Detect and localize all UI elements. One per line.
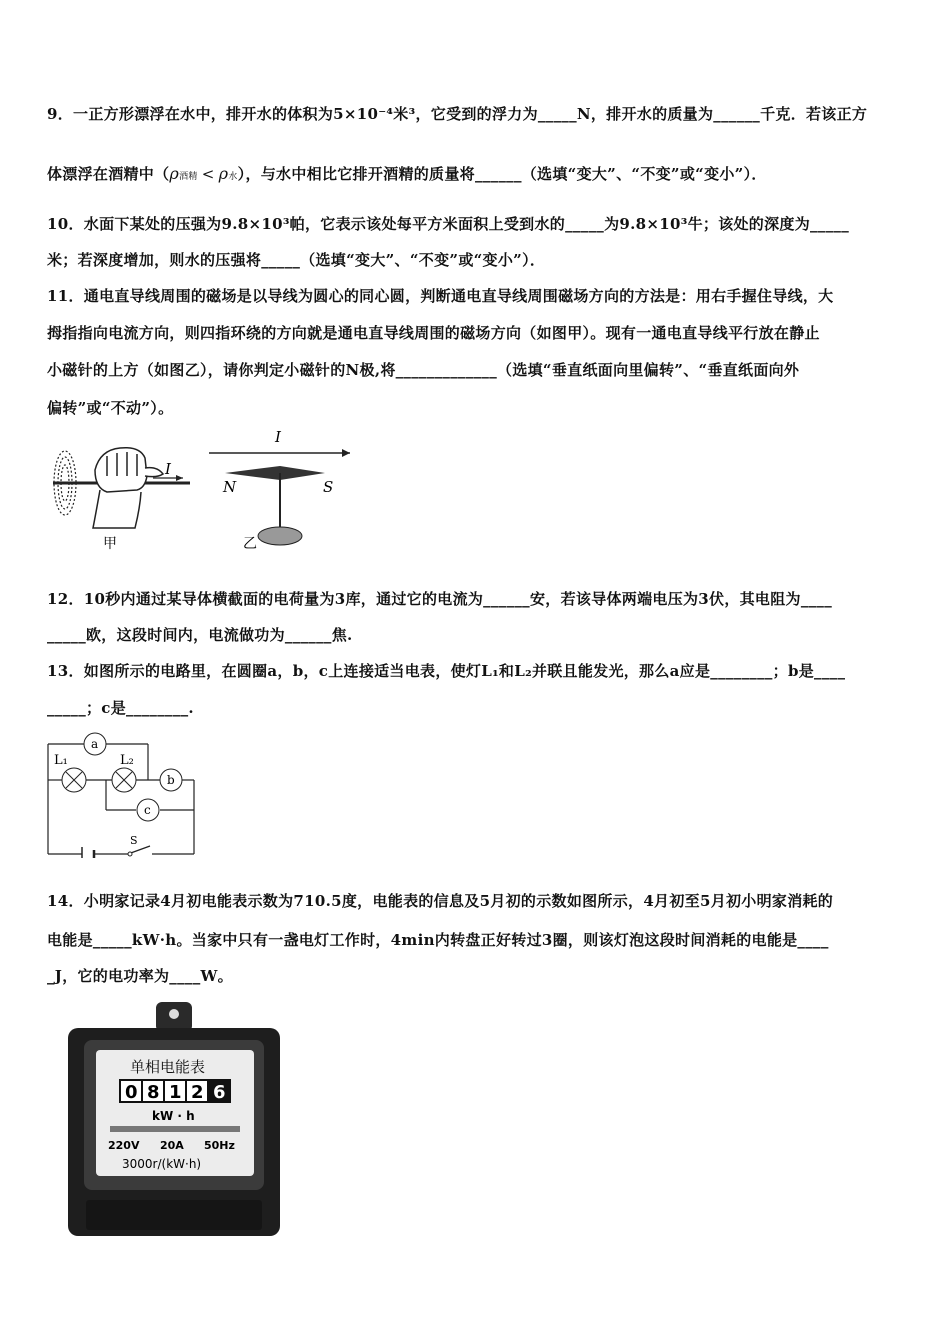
- rho-water: ρ: [218, 164, 229, 183]
- figure-jia: [45, 428, 195, 553]
- q9-line2-start: 体漂浮在酒精中（: [47, 165, 170, 183]
- rho-alcohol: ρ: [169, 164, 180, 183]
- q9-line1: 9．一正方形漂浮在水中，排开水的体积为5×10⁻⁴米³，它受到的浮力为_____N，排开水的质量为______千克．若该正方: [47, 105, 868, 123]
- arrow-head-yi: [342, 449, 350, 457]
- lamp-l2-label: L₂: [120, 753, 134, 768]
- meter-constant: 3000r/(kW·h): [122, 1157, 202, 1171]
- digit-5: 6: [213, 1082, 226, 1103]
- switch-label: S: [130, 834, 138, 847]
- meter-digits: [120, 1080, 230, 1103]
- digit-1: 0: [125, 1082, 138, 1103]
- meter-voltage: 220V: [108, 1139, 140, 1152]
- q11-line1: 11．通电直导线周围的磁场是以导线为圆心的同心圆，判断通电直导线周围磁场方向的方法是：用右手握住导线，大: [47, 287, 834, 305]
- q14-line3: _J，它的电功率为____W。: [47, 967, 233, 985]
- q11-line2: 拇指指向电流方向，则四指环绕的方向就是通电直导线周围的磁场方向（如图甲）。现有一通电直导线平行放在静止: [47, 324, 820, 342]
- q12-line2: _____欧，这段时间内，电流做功为______焦.: [47, 626, 353, 644]
- digit-3: 1: [169, 1082, 182, 1103]
- meter-title: 单相电能表: [130, 1058, 206, 1076]
- meter-terminal-cover: [86, 1200, 262, 1230]
- sub-alcohol: 酒精: [179, 172, 198, 182]
- meter-c-label: c: [144, 803, 151, 817]
- current-label-jia: I: [165, 460, 171, 478]
- lamp-l1-label: L₁: [54, 753, 68, 768]
- q12-line1: 12．10秒内通过某导体横截面的电荷量为3库，通过它的电流为______安，若该导体两端电压为3伏，其电阻为____: [47, 590, 833, 608]
- circuit-diagram: [42, 728, 202, 858]
- meter-frequency: 50Hz: [204, 1139, 235, 1152]
- meter-hanger-hole: [169, 1009, 179, 1019]
- q9-line2-end: ），与水中相比它排开酒精的质量将______（选填“变大”、“不变”或“变小”）．: [237, 165, 767, 183]
- meter-b-label: b: [167, 773, 175, 787]
- q14-line2: 电能是_____kW·h。当家中只有一盏电灯工作时，4min内转盘正好转过3圈，则该灯泡这段时间消耗的电能是____: [47, 931, 829, 949]
- south-label: S: [323, 478, 334, 496]
- figure-yi: [205, 428, 355, 553]
- less-than: <: [201, 165, 215, 183]
- digit-2: 8: [147, 1082, 160, 1103]
- sub-water: 水: [228, 172, 238, 182]
- caption-jia: 甲: [103, 536, 117, 552]
- switch-pivot: [128, 852, 132, 856]
- energy-meter: [64, 1000, 284, 1240]
- compass-base: [258, 527, 302, 545]
- right-hand-icon: [93, 448, 163, 528]
- arrow-head-jia: [176, 475, 183, 481]
- q13-line1: 13．如图所示的电路里，在圆圈a，b，c上连接适当电表，使灯L₁和L₂并联且能发光，那么a应是________；b是____: [47, 662, 846, 680]
- q11-line4: 偏转”或“不动”）。: [47, 399, 174, 417]
- q10-line2: 米；若深度增加，则水的压强将_____（选填“变大”、“不变”或“变小”）．: [47, 251, 546, 269]
- meter-unit: kW · h: [152, 1109, 195, 1123]
- meter-disc-window: [110, 1126, 240, 1132]
- q13-line2: _____；c是________.: [47, 699, 194, 717]
- digit-4: 2: [191, 1082, 204, 1103]
- meter-current: 20A: [160, 1139, 184, 1152]
- caption-yi: 乙: [243, 536, 257, 552]
- q14-line1: 14．小明家记录4月初电能表示数为710.5度，电能表的信息及5月初的示数如图所示，4月初至5月初小明家消耗的: [47, 892, 834, 910]
- meter-a-label: a: [91, 737, 99, 751]
- q10-line1: 10．水面下某处的压强为9.8×10³帕，它表示该处每平方米面积上受到水的_____为9.8×10³牛；该处的深度为_____: [47, 215, 849, 233]
- current-label-yi: I: [275, 428, 281, 446]
- compass-needle: [225, 466, 325, 480]
- q11-line3: 小磁针的上方（如图乙），请你判定小磁针的N极,将_____________（选填“垂直纸面向里偏转”、“垂直纸面向外: [47, 361, 800, 379]
- q9-line2: [47, 163, 767, 184]
- north-label: N: [223, 478, 237, 496]
